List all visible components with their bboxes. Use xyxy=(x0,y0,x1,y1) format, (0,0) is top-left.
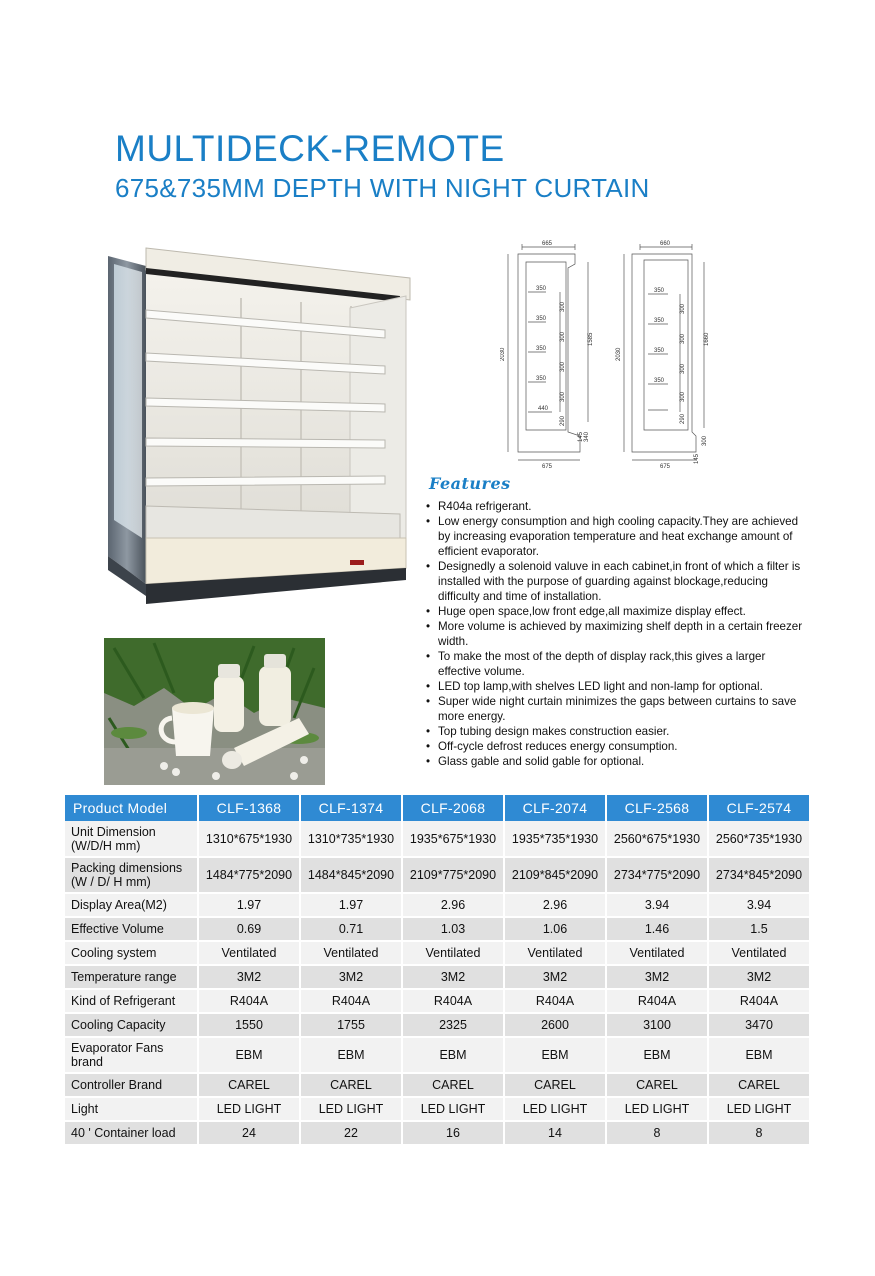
dim-bottom: 300 xyxy=(702,435,708,446)
header-model: CLF-2574 xyxy=(708,795,810,821)
table-cell: CAREL xyxy=(504,1073,606,1097)
table-cell: EBM xyxy=(606,1037,708,1073)
table-row xyxy=(65,1121,810,1145)
table-cell: 1484*775*2090 xyxy=(198,857,300,893)
dim-height-inner: 1660 xyxy=(704,332,710,346)
table-cell: 1.03 xyxy=(402,917,504,941)
spec-table xyxy=(65,795,811,1146)
dim-shelf: 350 xyxy=(536,316,547,322)
table-cell: 0.71 xyxy=(300,917,402,941)
feature-item: • More volume is achieved by maximizing shelf depth in a certain freezer width. xyxy=(426,619,806,649)
table-cell: EBM xyxy=(198,1037,300,1073)
table-cell: 1935*675*1930 xyxy=(402,821,504,857)
table-cell: EBM xyxy=(504,1037,606,1073)
table-cell: 3M2 xyxy=(504,965,606,989)
page-title: MULTIDECK-REMOTE xyxy=(115,128,505,169)
table-cell: R404A xyxy=(300,989,402,1013)
header-model: CLF-2074 xyxy=(504,795,606,821)
row-label-line: Evaporator Fans xyxy=(71,1041,164,1055)
table-cell: Ventilated xyxy=(708,941,810,965)
dim-shelf: 440 xyxy=(538,406,549,412)
row-label xyxy=(65,1013,198,1037)
table-cell: 1.97 xyxy=(198,893,300,917)
dim-vertical: 300 xyxy=(680,333,686,344)
table-cell: Ventilated xyxy=(300,941,402,965)
row-label xyxy=(65,1073,198,1097)
row-label-line: (W/D/H mm) xyxy=(71,838,141,853)
table-cell: LED LIGHT xyxy=(300,1097,402,1121)
dim-width-bottom: 675 xyxy=(542,464,553,470)
header-product-model: Product Model xyxy=(65,795,198,821)
table-cell: EBM xyxy=(708,1037,810,1073)
row-label-line: 40 ' Container load xyxy=(71,1126,176,1140)
features-heading: Features xyxy=(429,474,511,493)
dim-shelf: 350 xyxy=(654,348,665,354)
row-label-line: Temperature range xyxy=(71,970,177,984)
row-label-line: Display Area(M2) xyxy=(71,898,167,912)
table-row xyxy=(65,941,810,965)
table-cell: CAREL xyxy=(606,1073,708,1097)
table-cell: R404A xyxy=(402,989,504,1013)
feature-item: • Huge open space,low front edge,all maximize display effect. xyxy=(426,604,806,619)
table-cell: 3M2 xyxy=(402,965,504,989)
dim-width-top: 665 xyxy=(542,241,553,247)
header-model: CLF-2068 xyxy=(402,795,504,821)
table-row xyxy=(65,917,810,941)
table-cell: 2600 xyxy=(504,1013,606,1037)
table-cell: 3470 xyxy=(708,1013,810,1037)
table-cell: CAREL xyxy=(708,1073,810,1097)
table-cell: 3.94 xyxy=(606,893,708,917)
page-subtitle: 675&735MM DEPTH WITH NIGHT CURTAIN xyxy=(115,173,650,203)
feature-item: • R404a refrigerant. xyxy=(426,499,806,514)
row-label xyxy=(65,893,198,917)
row-label-line: (W / D/ H mm) xyxy=(71,875,151,889)
table-cell: 1310*735*1930 xyxy=(300,821,402,857)
table-row xyxy=(65,1037,810,1073)
dim-height-inner: 1585 xyxy=(588,332,594,346)
row-label xyxy=(65,965,198,989)
dim-shelf: 350 xyxy=(536,376,547,382)
header-model: CLF-1374 xyxy=(300,795,402,821)
features-list xyxy=(426,499,806,769)
table-cell: 2734*845*2090 xyxy=(708,857,810,893)
table-cell: R404A xyxy=(606,989,708,1013)
table-row xyxy=(65,1097,810,1121)
row-label-line: Controller Brand xyxy=(71,1078,163,1092)
row-label xyxy=(65,917,198,941)
feature-item: • Off-cycle defrost reduces energy consumption. xyxy=(426,739,806,754)
table-cell: 1.97 xyxy=(300,893,402,917)
dim-bottom: 145 xyxy=(578,431,584,442)
table-cell: 1550 xyxy=(198,1013,300,1037)
header-model: CLF-2568 xyxy=(606,795,708,821)
table-cell: Ventilated xyxy=(198,941,300,965)
dim-height-total: 2030 xyxy=(500,347,506,361)
dim-shelf: 350 xyxy=(654,288,665,294)
table-cell: 16 xyxy=(402,1121,504,1145)
row-label xyxy=(65,989,198,1013)
row-label-line: Effective Volume xyxy=(71,922,164,936)
dim-bottom: 145 xyxy=(694,453,700,464)
milk-bottles-image xyxy=(104,638,325,785)
table-cell: 3100 xyxy=(606,1013,708,1037)
dim-shelf: 350 xyxy=(654,318,665,324)
table-row xyxy=(65,989,810,1013)
table-cell: Ventilated xyxy=(606,941,708,965)
table-cell: R404A xyxy=(708,989,810,1013)
drawing-left xyxy=(508,244,588,460)
dim-vertical: 290 xyxy=(560,415,566,426)
table-cell: 2109*845*2090 xyxy=(504,857,606,893)
table-row xyxy=(65,893,810,917)
table-cell: 3M2 xyxy=(198,965,300,989)
table-cell: CAREL xyxy=(300,1073,402,1097)
feature-item: • Glass gable and solid gable for optional. xyxy=(426,754,806,769)
table-header-row xyxy=(65,795,810,821)
table-cell: 2.96 xyxy=(402,893,504,917)
row-label-line: Cooling system xyxy=(71,946,157,960)
feature-item: • Low energy consumption and high cooling capacity.They are achieved by increasing evaporation temperature and heat exchange amount of efficient evaporator. xyxy=(426,514,806,559)
spec-table-body xyxy=(65,821,810,1145)
table-cell: Ventilated xyxy=(504,941,606,965)
drawing-left-labels xyxy=(500,241,594,470)
feature-item: • To make the most of the depth of display rack,this gives a larger effective volume. xyxy=(426,649,806,679)
table-cell: EBM xyxy=(300,1037,402,1073)
table-cell: LED LIGHT xyxy=(402,1097,504,1121)
table-cell: R404A xyxy=(198,989,300,1013)
row-label xyxy=(65,857,198,893)
table-cell: LED LIGHT xyxy=(606,1097,708,1121)
row-label xyxy=(65,1097,198,1121)
feature-item: • Super wide night curtain minimizes the gaps between curtains to save more energy. xyxy=(426,694,806,724)
table-cell: Ventilated xyxy=(402,941,504,965)
dim-shelf: 350 xyxy=(654,378,665,384)
table-cell: 8 xyxy=(606,1121,708,1145)
table-cell: 2560*735*1930 xyxy=(708,821,810,857)
table-cell: R404A xyxy=(504,989,606,1013)
table-cell: 3M2 xyxy=(606,965,708,989)
table-cell: 3M2 xyxy=(708,965,810,989)
table-row xyxy=(65,821,810,857)
row-label-line: Packing dimensions xyxy=(71,861,183,875)
table-cell: 1.06 xyxy=(504,917,606,941)
dim-vertical: 300 xyxy=(680,391,686,402)
table-cell: 2560*675*1930 xyxy=(606,821,708,857)
dim-vertical: 300 xyxy=(680,363,686,374)
dim-vertical: 300 xyxy=(560,391,566,402)
table-cell: 3.94 xyxy=(708,893,810,917)
table-row xyxy=(65,1073,810,1097)
row-label xyxy=(65,1037,198,1073)
technical-drawings xyxy=(500,232,720,472)
table-cell: 1.5 xyxy=(708,917,810,941)
row-label xyxy=(65,1121,198,1145)
row-label xyxy=(65,941,198,965)
table-cell: 2734*775*2090 xyxy=(606,857,708,893)
row-label-line: brand xyxy=(71,1055,103,1069)
dim-height-total: 2030 xyxy=(616,347,622,361)
dim-vertical: 300 xyxy=(680,303,686,314)
feature-item: • Top tubing design makes construction easier. xyxy=(426,724,806,739)
dim-vertical: 300 xyxy=(560,301,566,312)
dim-vertical: 300 xyxy=(560,361,566,372)
table-cell: 22 xyxy=(300,1121,402,1145)
dim-width-top: 660 xyxy=(660,241,671,247)
table-cell: CAREL xyxy=(198,1073,300,1097)
table-cell: 2109*775*2090 xyxy=(402,857,504,893)
table-cell: 1310*675*1930 xyxy=(198,821,300,857)
table-cell: LED LIGHT xyxy=(708,1097,810,1121)
table-row xyxy=(65,857,810,893)
feature-item: • LED top lamp,with shelves LED light and non-lamp for optional. xyxy=(426,679,806,694)
table-cell: 3M2 xyxy=(300,965,402,989)
table-cell: 1.46 xyxy=(606,917,708,941)
table-cell: 2.96 xyxy=(504,893,606,917)
row-label xyxy=(65,821,198,857)
table-cell: 2325 xyxy=(402,1013,504,1037)
table-cell: 0.69 xyxy=(198,917,300,941)
table-cell: 14 xyxy=(504,1121,606,1145)
row-label-line: Unit Dimension xyxy=(71,824,156,839)
table-row xyxy=(65,965,810,989)
table-cell: 1484*845*2090 xyxy=(300,857,402,893)
dim-vertical: 290 xyxy=(680,413,686,424)
table-row xyxy=(65,1013,810,1037)
dim-bottom: 340 xyxy=(584,431,590,442)
table-cell: EBM xyxy=(402,1037,504,1073)
dim-width-bottom: 675 xyxy=(660,464,671,470)
table-cell: 8 xyxy=(708,1121,810,1145)
row-label-line: Cooling Capacity xyxy=(71,1018,166,1032)
table-cell: CAREL xyxy=(402,1073,504,1097)
header-model: CLF-1368 xyxy=(198,795,300,821)
feature-item: • Designedly a solenoid valuve in each cabinet,in front of which a filter is installed with the purpose of guarding against blockage,reducing difficulty and time of installation. xyxy=(426,559,806,604)
table-cell: 1755 xyxy=(300,1013,402,1037)
row-label-line: Kind of Refrigerant xyxy=(71,994,176,1008)
table-cell: 1935*735*1930 xyxy=(504,821,606,857)
dim-vertical: 300 xyxy=(560,331,566,342)
dim-shelf: 350 xyxy=(536,346,547,352)
table-cell: LED LIGHT xyxy=(504,1097,606,1121)
cabinet-product-image xyxy=(100,238,415,610)
row-label-line: Light xyxy=(71,1102,99,1116)
table-cell: 24 xyxy=(198,1121,300,1145)
dim-shelf: 350 xyxy=(536,286,547,292)
table-cell: LED LIGHT xyxy=(198,1097,300,1121)
